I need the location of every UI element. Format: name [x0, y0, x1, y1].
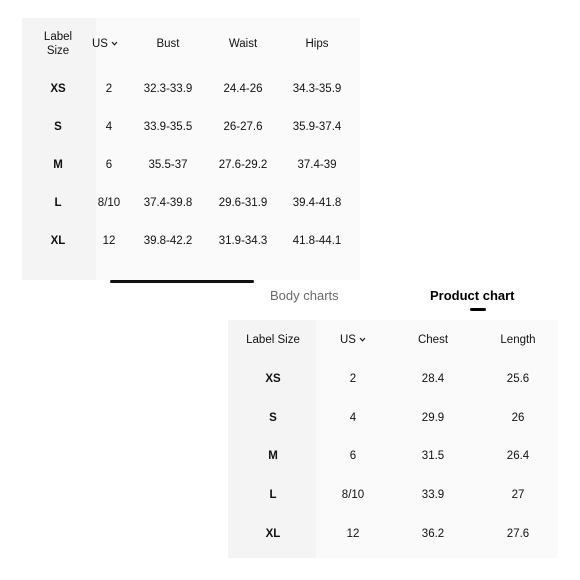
cell-bust: 39.8-42.2	[143, 235, 193, 247]
cell-length: 26	[511, 411, 525, 424]
table-row	[228, 399, 558, 438]
product-chart-table	[228, 320, 558, 553]
cell-waist: 29.6-31.9	[218, 197, 268, 209]
cell-label: XL	[50, 235, 66, 247]
chevron-down-icon	[111, 40, 118, 47]
header-us-text: US	[92, 38, 108, 50]
cell-label: S	[269, 411, 277, 424]
table-header-row	[22, 18, 360, 70]
cell-us: 8/10	[341, 489, 365, 502]
cell-label: XS	[50, 83, 66, 95]
header-label-size	[22, 18, 94, 70]
cell-hips: 41.8-44.1	[292, 235, 342, 247]
table-row	[22, 146, 360, 184]
cell-bust: 32.3-33.9	[143, 83, 193, 95]
table-row	[22, 108, 360, 146]
cell-chest: 33.9	[421, 489, 445, 502]
tab-product-chart[interactable]: Product chart	[430, 288, 515, 303]
tab-body-charts[interactable]: Body charts	[270, 288, 339, 303]
cell-waist: 27.6-29.2	[218, 159, 268, 171]
header-waist: Waist	[228, 38, 258, 50]
cell-us: 2	[105, 83, 113, 95]
header-label-size-text: Label Size	[43, 31, 73, 57]
cell-us: 6	[349, 450, 357, 463]
header-length: Length	[500, 334, 536, 346]
cell-label: XL	[265, 527, 281, 540]
body-chart-table	[22, 18, 360, 260]
cell-bust: 35.5-37	[148, 159, 188, 171]
cell-length: 25.6	[506, 373, 530, 386]
cell-label: M	[268, 450, 278, 463]
cell-chest: 31.5	[421, 450, 445, 463]
cell-length: 26.4	[506, 450, 530, 463]
table-header-row	[228, 320, 558, 360]
table-row	[22, 70, 360, 108]
table-row	[22, 184, 360, 222]
us-unit-dropdown[interactable]	[318, 320, 388, 360]
table-row	[228, 437, 558, 476]
cell-label: S	[54, 121, 62, 133]
cell-bust: 37.4-39.8	[143, 197, 193, 209]
cell-us: 4	[349, 411, 357, 424]
cell-chest: 36.2	[421, 527, 445, 540]
table-row	[22, 222, 360, 260]
cell-label: M	[53, 159, 63, 171]
cell-length: 27.6	[506, 527, 530, 540]
cell-label: XS	[265, 373, 281, 386]
header-hips: Hips	[305, 38, 329, 50]
cell-us: 8/10	[97, 197, 121, 209]
horizontal-scrollbar-thumb[interactable]	[110, 280, 254, 283]
cell-chest: 29.9	[421, 411, 445, 424]
us-unit-dropdown[interactable]	[94, 18, 124, 70]
cell-us: 4	[105, 121, 113, 133]
cell-hips: 39.4-41.8	[292, 197, 342, 209]
cell-label: L	[269, 489, 277, 502]
header-bust: Bust	[156, 38, 180, 50]
cell-hips: 35.9-37.4	[292, 121, 342, 133]
cell-length: 27	[511, 489, 525, 502]
cell-waist: 26-27.6	[223, 121, 263, 133]
cell-label: L	[54, 197, 62, 209]
table-row	[228, 514, 558, 553]
active-tab-indicator	[470, 308, 486, 311]
chevron-down-icon	[359, 336, 366, 343]
cell-bust: 33.9-35.5	[143, 121, 193, 133]
cell-hips: 37.4-39	[297, 159, 337, 171]
header-us-text: US	[340, 334, 356, 346]
product-chart-table-container[interactable]	[228, 320, 558, 558]
cell-chest: 28.4	[421, 373, 445, 386]
cell-us: 6	[105, 159, 113, 171]
cell-hips: 34.3-35.9	[292, 83, 342, 95]
cell-waist: 31.9-34.3	[218, 235, 268, 247]
cell-us: 2	[349, 373, 357, 386]
table-row	[228, 476, 558, 515]
cell-us: 12	[102, 235, 116, 247]
header-label-size: Label Size	[246, 334, 300, 346]
body-chart-table-container[interactable]	[22, 18, 360, 280]
header-chest: Chest	[417, 334, 449, 346]
cell-us: 12	[346, 527, 360, 540]
cell-waist: 24.4-26	[223, 83, 263, 95]
table-row	[228, 360, 558, 399]
